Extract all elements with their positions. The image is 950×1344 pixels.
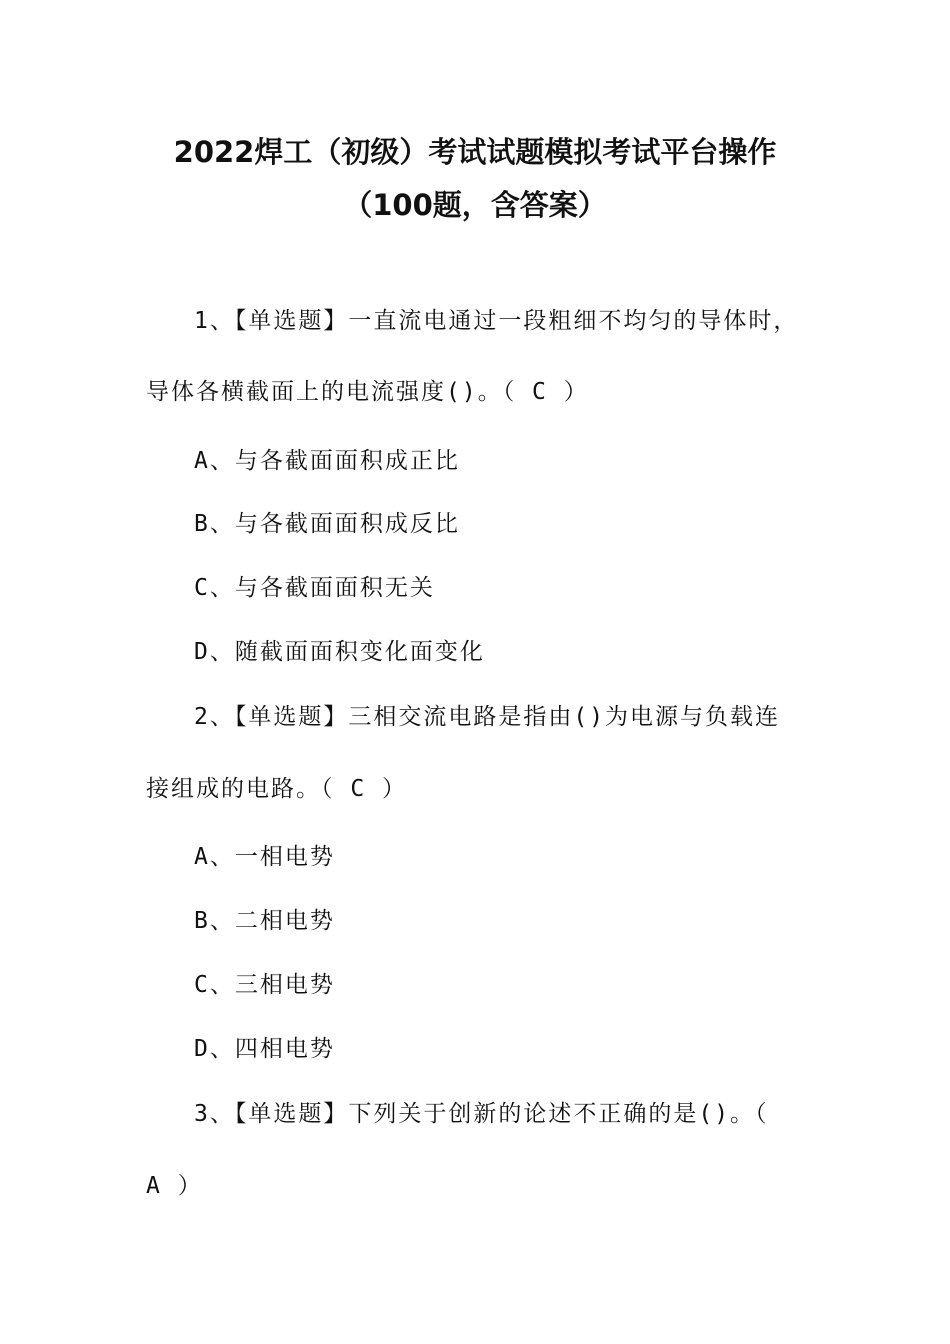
document-title-line-1: 2022焊工（初级）考试试题模拟考试平台操作 — [173, 135, 777, 169]
question-1-text-line-1: 1、【单选题】一直流电通过一段粗细不均匀的导体时， — [194, 308, 799, 334]
question-2-option-b: B、二相电势 — [194, 908, 335, 934]
question-1-option-c: C、与各截面面积无关 — [194, 575, 435, 601]
question-1-option-b: B、与各截面面积成反比 — [194, 511, 460, 537]
question-2-text-line-2: 接组成的电路。（ C ） — [146, 776, 408, 802]
document-title-line-2: （100题，含答案） — [343, 188, 607, 222]
question-1-option-d: D、随截面面积变化面变化 — [194, 639, 485, 665]
question-2-option-c: C、三相电势 — [194, 972, 335, 998]
question-2-option-d: D、四相电势 — [194, 1036, 335, 1062]
question-3-text-line-2: A ） — [146, 1173, 203, 1199]
question-3-text-line-1: 3、【单选题】下列关于创新的论述不正确的是()。（ — [194, 1101, 769, 1127]
question-1-option-a: A、与各截面面积成正比 — [194, 448, 460, 474]
question-2-option-a: A、一相电势 — [194, 844, 335, 870]
question-2-text-line-1: 2、【单选题】三相交流电路是指由()为电源与负载连 — [194, 704, 781, 730]
question-1-text-line-2: 导体各横截面上的电流强度()。（ C ） — [146, 379, 589, 405]
